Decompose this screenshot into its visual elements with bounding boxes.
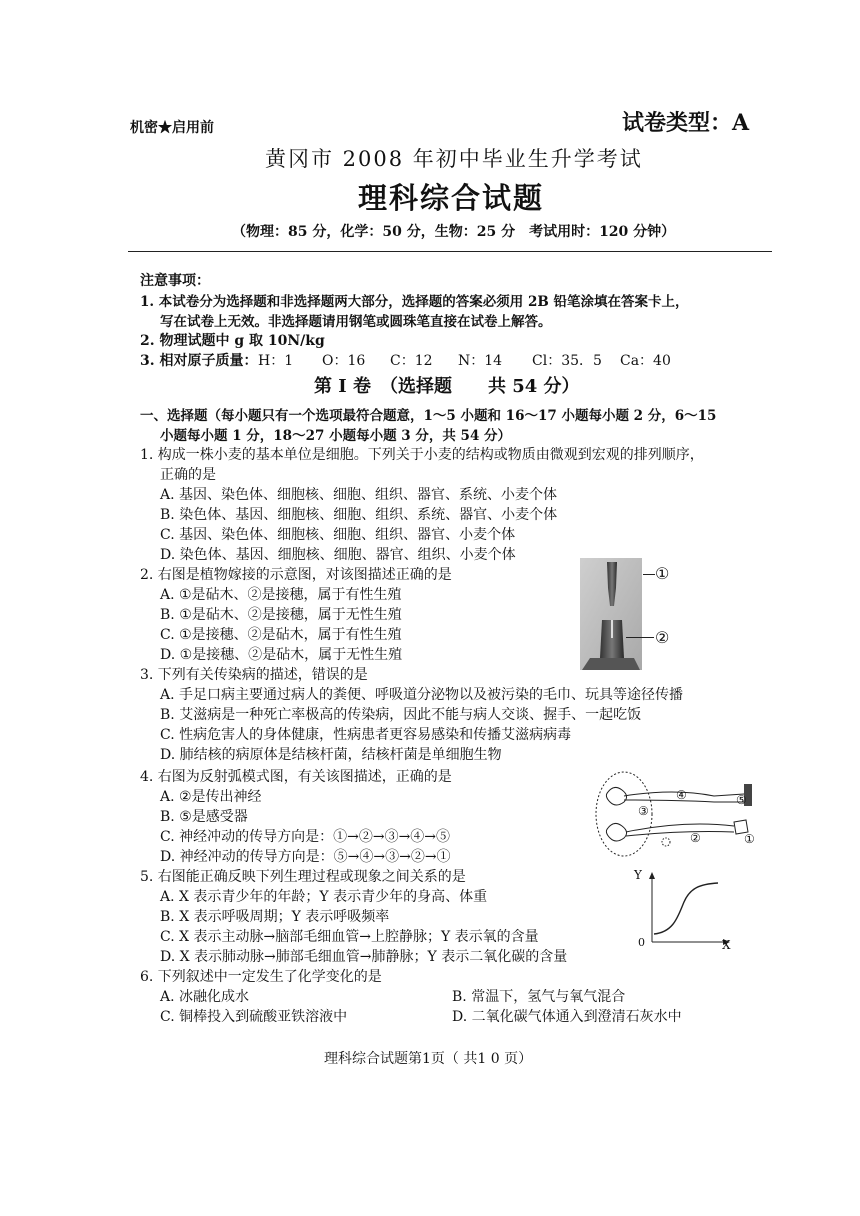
q4-option-d: D. 神经冲动的传导方向是：⑤→④→③→②→① — [160, 849, 451, 865]
q3-option-c: C. 性病危害人的身体健康，性病患者更容易感染和传播艾滋病病毒 — [160, 727, 572, 743]
q4-stem: 4. 右图为反射弧模式图，有关该图描述，正确的是 — [140, 769, 452, 785]
q3-option-d: D. 肺结核的病原体是结核杆菌，结核杆菌是单细胞生物 — [160, 747, 502, 763]
q5-stem: 5. 右图能正确反映下列生理过程或现象之间关系的是 — [140, 869, 466, 885]
subject-title: 理科综合试题 — [358, 181, 545, 215]
reflex-label-3: ③ — [638, 804, 649, 818]
paper-type: 试卷类型：A — [622, 110, 750, 136]
reflex-arc-figure — [594, 770, 764, 860]
q2-stem: 2. 右图是植物嫁接的示意图，对该图描述正确的是 — [140, 567, 452, 583]
q1-stem-line2: 正确的是 — [160, 467, 216, 483]
q6-stem: 6. 下列叙述中一定发生了化学变化的是 — [140, 969, 382, 985]
notice-item1-line1: 1. 本试卷分为选择题和非选择题两大部分，选择题的答案必须用 2B 铅笔涂填在答案卡上， — [140, 294, 689, 310]
reflex-label-2: ② — [690, 831, 701, 845]
page-footer: 理科综合试题第1页（ 共1 0 页） — [324, 1051, 533, 1067]
q1-option-b: B. 染色体、基因、细胞核、细胞、组织、系统、器官、小麦个体 — [160, 507, 558, 523]
atomic-mass-c: C：12 — [390, 353, 433, 369]
exam-title: 黄冈市 2008 年初中毕业生升学考试 — [265, 147, 643, 171]
grafting-pointer-2 — [626, 637, 654, 638]
q5-option-b: B. X 表示呼吸周期；Y 表示呼吸频率 — [160, 909, 390, 925]
grafting-figure — [580, 558, 642, 670]
atomic-mass-cl: Cl：35．5 — [532, 353, 602, 369]
graph-axis-y-label: Y — [634, 868, 642, 882]
q4-option-a: A. ②是传出神经 — [160, 789, 262, 805]
q1-option-d: D. 染色体、基因、细胞核、细胞、器官、组织、小麦个体 — [160, 547, 516, 563]
q3-option-a: A. 手足口病主要通过病人的粪便、呼吸道分泌物以及被污染的毛巾、玩具等途径传播 — [160, 687, 684, 703]
q2-option-a: A. ①是砧木、②是接穗，属于有性生殖 — [160, 587, 402, 603]
q1-option-a: A. 基因、染色体、细胞核、细胞、组织、器官、系统、小麦个体 — [160, 487, 558, 503]
section-instructions-line2: 小题每小题 1 分，18～27 小题每小题 3 分，共 54 分） — [160, 428, 512, 444]
q6-option-a: A. 冰融化成水 — [160, 989, 250, 1005]
section-title: 第 I 卷 （选择题 共 54 分） — [314, 376, 580, 397]
grafting-label-2: ② — [655, 628, 670, 647]
q5-option-c: C. X 表示主动脉→脑部毛细血管→上腔静脉；Y 表示氧的含量 — [160, 929, 539, 945]
atomic-mass-n: N：14 — [458, 353, 503, 369]
confidential-mark: 机密★启用前 — [130, 120, 214, 136]
header-divider — [128, 251, 772, 252]
section-instructions-line1: 一、选择题（每小题只有一个选项最符合题意，1～5 小题和 16～17 小题每小题 2 分，6～15 — [140, 408, 717, 424]
reflex-label-4: ④ — [676, 788, 687, 802]
growth-curve-figure — [644, 872, 744, 946]
q6-option-d: D. 二氧化碳气体通入到澄清石灰水中 — [452, 1009, 682, 1025]
growth-curve-graph — [644, 872, 744, 946]
q4-option-c: C. 神经冲动的传导方向是：①→②→③→④→⑤ — [160, 829, 451, 845]
graph-origin-label: 0 — [638, 936, 645, 949]
grafting-label-1: ① — [655, 564, 670, 583]
q5-option-a: A. X 表示青少年的年龄；Y 表示青少年的身高、体重 — [160, 889, 488, 905]
atomic-mass-ca: Ca：40 — [620, 353, 671, 369]
reflex-arc-diagram — [594, 770, 764, 860]
atomic-mass-h: H：1 — [258, 353, 294, 369]
atomic-mass-o: O：16 — [322, 353, 366, 369]
reflex-label-5: ⑤ — [736, 793, 747, 807]
q2-option-c: C. ①是接穗、②是砧木，属于有性生殖 — [160, 627, 402, 643]
q6-option-c: C. 铜棒投入到硫酸亚铁溶液中 — [160, 1009, 348, 1025]
q2-option-d: D. ①是接穗、②是砧木，属于无性生殖 — [160, 647, 403, 663]
q3-option-b: B. 艾滋病是一种死亡率极高的传染病，因此不能与病人交谈、握手、一起吃饭 — [160, 707, 642, 723]
q6-option-b: B. 常温下，氢气与氧气混合 — [452, 989, 626, 1005]
score-info: （物理：85 分，化学：50 分，生物：25 分 考试用时：120 分钟） — [232, 224, 676, 240]
grafting-pointer-1 — [643, 574, 655, 575]
grafting-photo — [580, 558, 642, 670]
q3-stem: 3. 下列有关传染病的描述，错误的是 — [140, 667, 368, 683]
q5-option-d: D. X 表示肺动脉→肺部毛细血管→肺静脉；Y 表示二氧化碳的含量 — [160, 949, 568, 965]
notice-item1-line2: 写在试卷上无效。非选择题请用钢笔或圆珠笔直接在试卷上解答。 — [160, 314, 552, 330]
q1-option-c: C. 基因、染色体、细胞核、细胞、组织、器官、小麦个体 — [160, 527, 516, 543]
notice-item2: 2. 物理试题中 g 取 10N/kg — [140, 333, 325, 349]
notice-item3-label: 3. 相对原子质量： — [140, 353, 258, 369]
reflex-label-1: ① — [744, 832, 755, 846]
q4-option-b: B. ⑤是感受器 — [160, 809, 248, 825]
graph-axis-x-label: X — [722, 938, 731, 952]
notice-heading: 注意事项： — [140, 273, 210, 289]
q1-stem-line1: 1. 构成一株小麦的基本单位是细胞。下列关于小麦的结构或物质由微观到宏观的排列顺序， — [140, 447, 704, 463]
q2-option-b: B. ①是砧木、②是接穗，属于无性生殖 — [160, 607, 402, 623]
